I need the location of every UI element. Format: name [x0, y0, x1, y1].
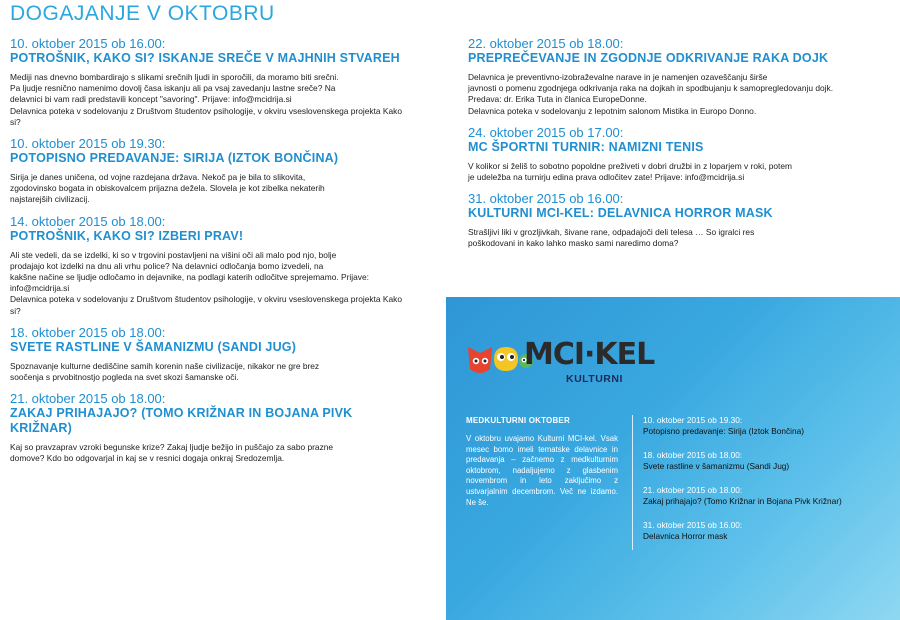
event-item: [468, 192, 868, 249]
event-date: 10. oktober 2015 ob 16.00:: [10, 36, 166, 51]
event-title: POTROŠNIK, KAKO SI? IZBERI PRAV!: [10, 228, 244, 243]
event-text-line: soočenja s prvobitnostjo pogleda na svet skozi šamanske oči.: [10, 372, 239, 383]
event-text-line: Delavnica poteka v sodelovanju z Društvom študentov psihologije, v okviru vseslovenskega projekta Kako si?: [10, 294, 402, 316]
mcikel-logo: [466, 337, 655, 397]
event-text-line: Strašljivi liki v grozljivkah, šivane rane, odpadajoči deli telesa … So igralci res: [468, 227, 755, 238]
event-text-line: delavnici bi vam radi predstavili koncept "savoring". Prijave: info@mcidrija.si: [10, 94, 292, 105]
event-text-line: javnosti o pomenu zgodnjega odkrivanja raka na dojkah in spodbujanju k samopregledovanju dojk. Predava: dr. Erika Tuta in članica EuropeDonne.: [468, 83, 834, 105]
kulturni-mcikel-panel: [446, 297, 900, 620]
event-text: [10, 172, 410, 206]
panel-divider: [632, 415, 633, 550]
event-text-line: Delavnica poteka v sodelovanju z Društvom študentov psihologije, v okviru vseslovenskega projekta Kako si?: [10, 105, 402, 127]
event-text: [10, 442, 410, 464]
event-title: ZAKAJ PRIHAJAJO? (TOMO KRIŽNAR IN BOJANA PIVK KRIŽNAR): [10, 406, 353, 436]
event-item: [10, 326, 410, 383]
event-text: [468, 161, 868, 183]
event-text-line: kakšne načine se ljudje odločamo in dejavnike, na podlagi katerih odločitve sprejemamo. Prijave: info@mcidrija.si: [10, 272, 369, 294]
event-title: POTROŠNIK, KAKO SI? ISKANJE SREČE V MAJHNIH STVAREH: [10, 51, 400, 65]
event-text-line: domove? Kdo bo odgovarjal in kaj se v resnici dogaja onkraj Sredozemlja.: [10, 453, 285, 464]
list-item-title: Potopisno predavanje: Sirija (Iztok Bončina): [643, 426, 804, 436]
list-item: [643, 520, 893, 542]
panel-event-list: [643, 415, 893, 555]
logo-subtitle: KULTURNI: [566, 373, 623, 385]
event-item: [10, 215, 410, 317]
left-column: [10, 37, 410, 474]
event-date: 18. oktober 2015 ob 18.00:: [10, 324, 166, 340]
list-item-title: Zakaj prihajajo? (Tomo Križnar in Bojana Pivk Križnar): [643, 496, 842, 506]
event-date: 22. oktober 2015 ob 18.00:: [468, 36, 624, 51]
event-text-line: zgodovinsko bogata in obiskovalcem prijazna dežela. Slovela je kot zibelka nekaterih: [10, 183, 325, 194]
list-item-date: 10. oktober 2015 ob 19.30:: [643, 415, 743, 425]
event-text-line: Kaj so pravzaprav vzroki begunske krize? Zakaj ljudje bežijo in puščajo za sabo prazne: [10, 442, 334, 453]
list-item-title: Delavnica Horror mask: [643, 531, 728, 541]
event-text: [468, 227, 868, 249]
list-item-date: 31. oktober 2015 ob 16.00:: [643, 520, 743, 530]
event-item: [10, 37, 410, 128]
event-text: [10, 361, 410, 383]
event-text-line: je udeležba na turnirju edina prava odločitev zate! Prijave: info@mcidrija.si: [468, 172, 745, 183]
panel-heading: MEDKULTURNI OKTOBER: [466, 416, 570, 425]
event-date: 14. oktober 2015 ob 18.00:: [10, 213, 166, 229]
event-text-line: Sirija je danes uničena, od vojne razdejana država. Nekoč pa je bila to slikovita,: [10, 172, 306, 183]
list-item-date: 21. oktober 2015 ob 18.00:: [643, 485, 743, 495]
right-column: [468, 37, 868, 259]
list-item: [643, 450, 893, 472]
event-title: SVETE RASTLINE V ŠAMANIZMU (SANDI JUG): [10, 339, 297, 354]
event-text-line: najstarejših civilizacij.: [10, 194, 90, 205]
event-item: [468, 37, 868, 117]
event-title: MC ŠPORTNI TURNIR: NAMIZNI TENIS: [468, 139, 704, 154]
event-text-line: V kolikor si želiš to sobotno popoldne preživeti v dobri družbi in z loparjem v roki, potem: [468, 160, 792, 171]
event-text-line: Delavnica poteka v sodelovanju z lepotnim salonom Mistika in Europo Donno.: [468, 105, 757, 116]
event-text-line: Mediji nas dnevno bombardirajo s slikami srečnih ljudi in sporočili, da moramo biti srečni.: [10, 72, 339, 82]
list-item-title: Svete rastline v šamanizmu (Sandi Jug): [643, 461, 790, 471]
event-text-line: Delavnica je preventivno-izobraževalne narave in je namenjen ozaveščanju širše: [468, 72, 768, 82]
event-text-line: Spoznavanje kulturne dediščine samih korenin naše civilizacije, nikakor ne gre brez: [10, 360, 320, 371]
page-title: DOGAJANJE V OKTOBRU: [10, 2, 275, 25]
list-item: [643, 485, 893, 507]
event-date: 31. oktober 2015 ob 16.00:: [468, 191, 624, 207]
event-title: PREPREČEVANJE IN ZGODNJE ODKRIVANJE RAKA DOJK: [468, 51, 829, 65]
event-title: POTOPISNO PREDAVANJE: SIRIJA (IZTOK BONČINA): [10, 151, 339, 166]
logo-text: MCI·KEL: [524, 337, 655, 372]
event-date: 10. oktober 2015 ob 19.30:: [10, 136, 166, 152]
event-text: [10, 72, 410, 128]
list-item: [643, 415, 893, 437]
event-text: [468, 72, 868, 117]
event-item: [468, 126, 868, 183]
event-text: [10, 250, 410, 317]
list-item-date: 18. oktober 2015 ob 18.00:: [643, 450, 743, 460]
event-text-line: Ali ste vedeli, da se izdelki, ki so v trgovini postavljeni na višini oči ali malo pod njo, bolje: [10, 249, 337, 260]
event-title: KULTURNI MCI-KEL: DELAVNICA HORROR MASK: [468, 206, 773, 221]
event-date: 21. oktober 2015 ob 18.00:: [10, 391, 166, 407]
event-text-line: poškodovani in kako lahko masko sami naredimo doma?: [468, 238, 679, 249]
event-date: 24. oktober 2015 ob 17.00:: [468, 124, 624, 140]
event-text-line: prodajajo kot izdelki na dnu ali vrhu police? Na delavnici odločanja bomo izvedeli, na: [10, 260, 324, 271]
panel-description: V oktobru uvajamo Kulturni MCI-kel. Vsak mesec bomo imeli tematske delavnice in predavanja – začnemo z medkulturnim oktobrom, nadaljujemo z glasbenim novembrom in leto zaključimo z ustvarjalnim decembrom. Več ne izdamo. Ne še.: [466, 434, 618, 507]
event-item: [10, 137, 410, 206]
event-item: [10, 392, 410, 464]
event-text-line: Pa ljudje resnično namenimo dovolj časa iskanju ali pa vsaj zavedanju lastne sreče? Na: [10, 83, 336, 94]
